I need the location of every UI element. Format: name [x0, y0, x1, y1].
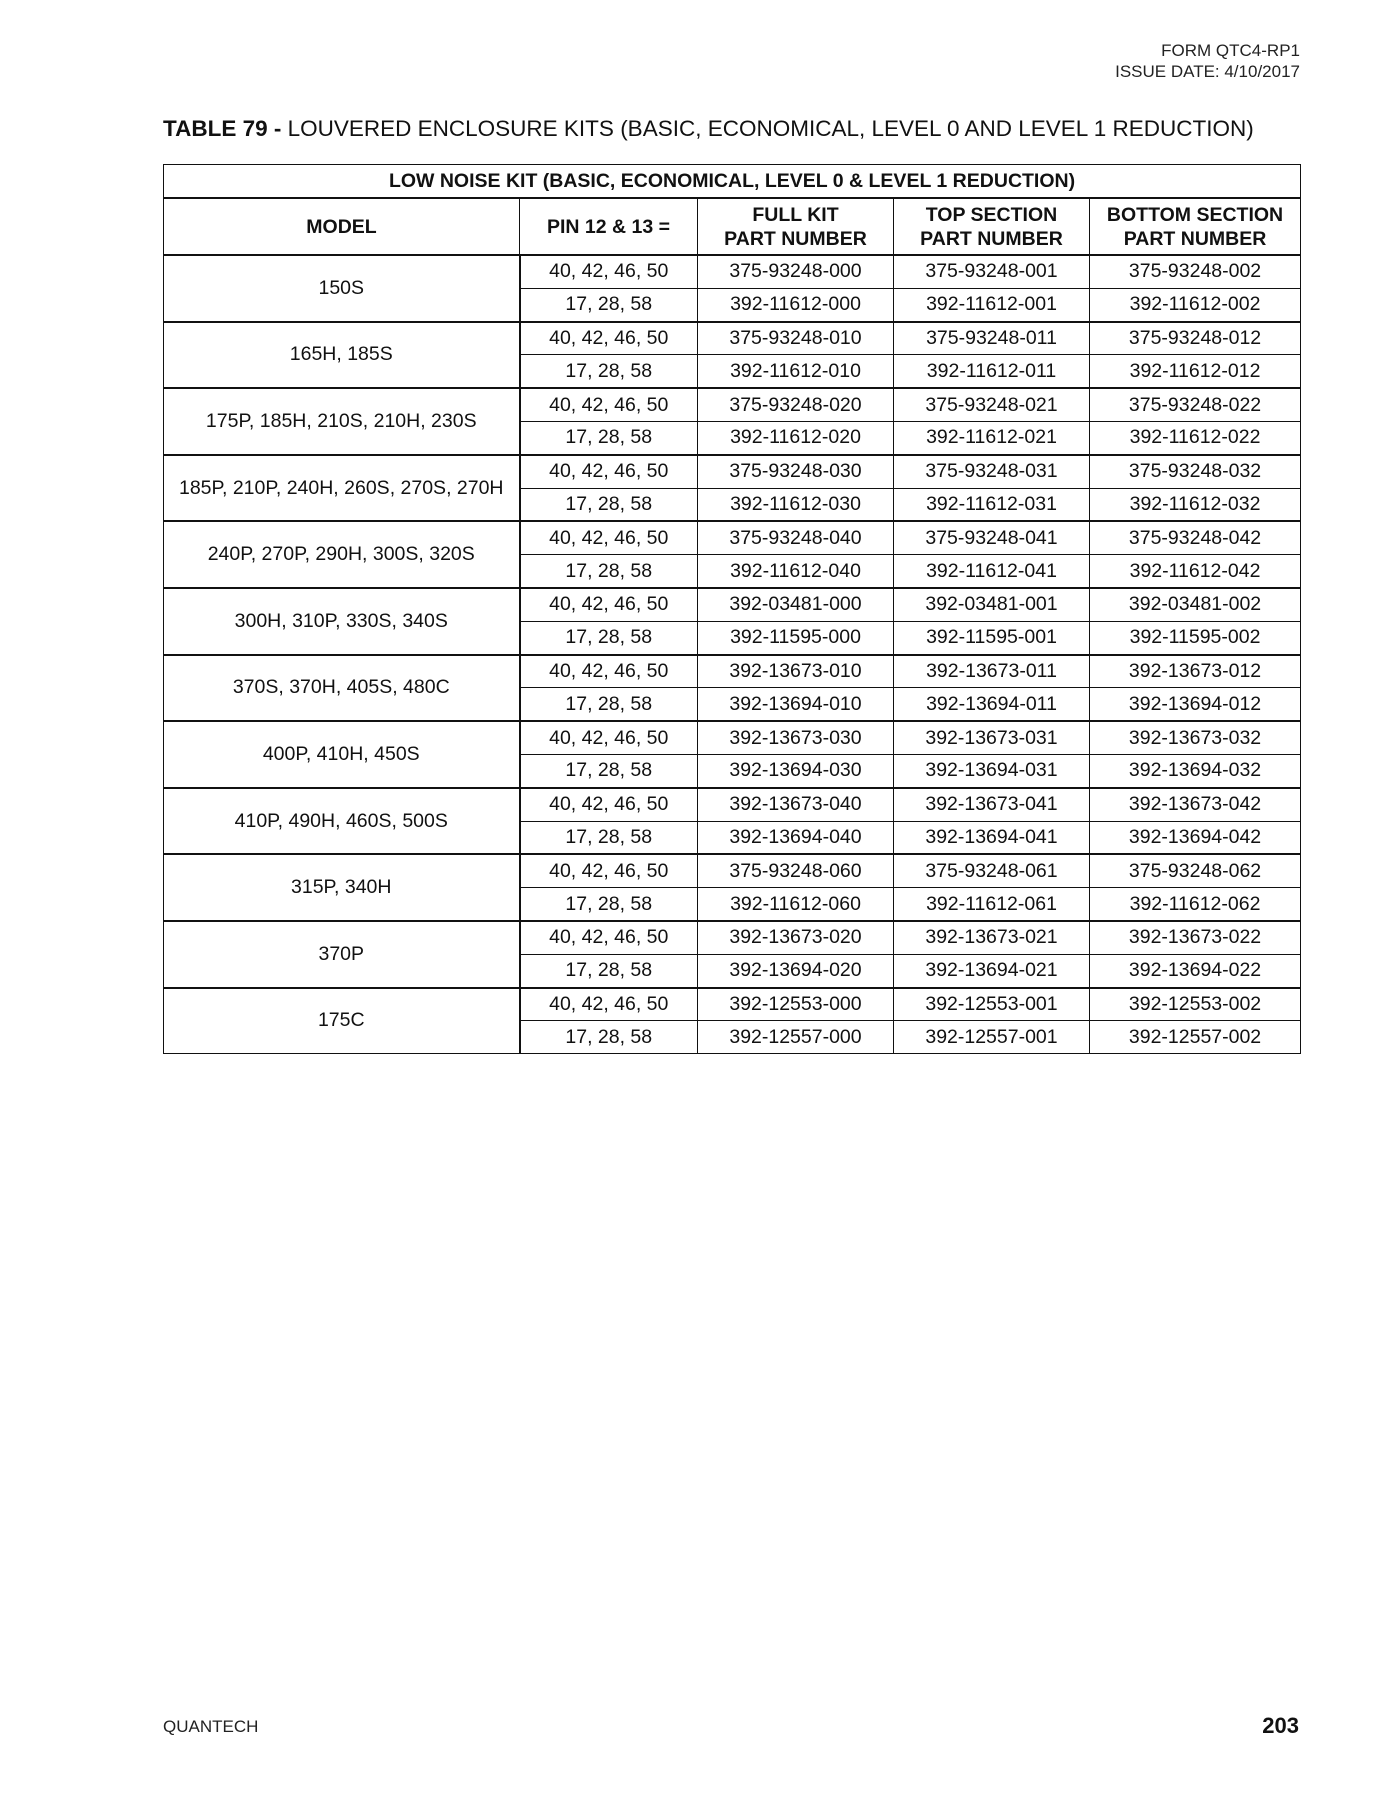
column-header-model: MODEL	[164, 198, 520, 255]
table-row	[164, 921, 1301, 954]
pin-cell: 17, 28, 58	[520, 288, 698, 321]
column-header-pin: PIN 12 & 13 =	[520, 198, 698, 255]
top-section-part-cell: 392-13673-031	[894, 721, 1090, 754]
top-section-part-cell: 392-13673-041	[894, 788, 1090, 821]
model-cell: 370P	[164, 921, 520, 988]
model-cell: 240P, 270P, 290H, 300S, 320S	[164, 521, 520, 588]
column-header-full-kit-line2: PART NUMBER	[724, 227, 867, 250]
table-row	[164, 588, 1301, 621]
bottom-section-part-cell: 392-03481-002	[1090, 588, 1301, 621]
top-section-part-cell: 392-11595-001	[894, 621, 1090, 654]
top-section-part-cell: 375-93248-001	[894, 255, 1090, 288]
top-section-part-cell: 375-93248-021	[894, 388, 1090, 421]
column-header-top-section	[894, 198, 1090, 255]
full-kit-part-cell: 392-11612-000	[698, 288, 894, 321]
model-cell: 370S, 370H, 405S, 480C	[164, 655, 520, 722]
top-section-part-cell: 392-13673-011	[894, 655, 1090, 688]
pin-cell: 40, 42, 46, 50	[520, 854, 698, 887]
top-section-part-cell: 392-11612-031	[894, 488, 1090, 521]
bottom-section-part-cell: 375-93248-032	[1090, 455, 1301, 488]
top-section-part-cell: 392-11612-021	[894, 421, 1090, 454]
full-kit-part-cell: 392-13673-010	[698, 655, 894, 688]
pin-cell: 40, 42, 46, 50	[520, 588, 698, 621]
full-kit-part-cell: 392-13673-030	[698, 721, 894, 754]
pin-cell: 17, 28, 58	[520, 621, 698, 654]
louvered-enclosure-kits-table	[163, 164, 1301, 1054]
bottom-section-part-cell: 392-11612-032	[1090, 488, 1301, 521]
bottom-section-part-cell: 392-13673-042	[1090, 788, 1301, 821]
pin-cell: 17, 28, 58	[520, 754, 698, 787]
bottom-section-part-cell: 375-93248-022	[1090, 388, 1301, 421]
bottom-section-part-cell: 375-93248-012	[1090, 322, 1301, 355]
column-header-top-section-line1: TOP SECTION	[925, 203, 1058, 226]
table-row	[164, 721, 1301, 754]
pin-cell: 40, 42, 46, 50	[520, 455, 698, 488]
full-kit-part-cell: 375-93248-030	[698, 455, 894, 488]
full-kit-part-cell: 375-93248-020	[698, 388, 894, 421]
full-kit-part-cell: 392-12557-000	[698, 1021, 894, 1054]
model-cell: 175P, 185H, 210S, 210H, 230S	[164, 388, 520, 455]
top-section-part-cell: 392-12553-001	[894, 988, 1090, 1021]
top-section-part-cell: 392-12557-001	[894, 1021, 1090, 1054]
table-band-row	[164, 165, 1301, 199]
pin-cell: 17, 28, 58	[520, 355, 698, 388]
pin-cell: 17, 28, 58	[520, 821, 698, 854]
full-kit-part-cell: 392-13673-020	[698, 921, 894, 954]
table-row	[164, 322, 1301, 355]
full-kit-part-cell: 392-11612-030	[698, 488, 894, 521]
table-row	[164, 455, 1301, 488]
table-title-text: LOUVERED ENCLOSURE KITS (BASIC, ECONOMICAL, LEVEL 0 AND LEVEL 1 REDUCTION)	[281, 116, 1254, 141]
form-header	[1115, 40, 1300, 82]
column-header-top-section-line2: PART NUMBER	[920, 227, 1063, 250]
full-kit-part-cell: 375-93248-000	[698, 255, 894, 288]
top-section-part-cell: 392-11612-001	[894, 288, 1090, 321]
issue-date: ISSUE DATE: 4/10/2017	[1115, 62, 1300, 81]
top-section-part-cell: 392-13694-011	[894, 688, 1090, 721]
bottom-section-part-cell: 375-93248-062	[1090, 854, 1301, 887]
column-header-full-kit	[698, 198, 894, 255]
full-kit-part-cell: 392-13694-040	[698, 821, 894, 854]
bottom-section-part-cell: 392-13694-042	[1090, 821, 1301, 854]
pin-cell: 17, 28, 58	[520, 555, 698, 588]
column-header-bottom-section-line2: PART NUMBER	[1123, 227, 1267, 250]
column-header-bottom-section	[1090, 198, 1301, 255]
table-row	[164, 655, 1301, 688]
bottom-section-part-cell: 392-13673-012	[1090, 655, 1301, 688]
pin-cell: 40, 42, 46, 50	[520, 788, 698, 821]
bottom-section-part-cell: 392-11612-002	[1090, 288, 1301, 321]
bottom-section-part-cell: 392-13673-032	[1090, 721, 1301, 754]
top-section-part-cell: 392-13673-021	[894, 921, 1090, 954]
full-kit-part-cell: 392-03481-000	[698, 588, 894, 621]
top-section-part-cell: 375-93248-011	[894, 322, 1090, 355]
top-section-part-cell: 392-03481-001	[894, 588, 1090, 621]
pin-cell: 40, 42, 46, 50	[520, 921, 698, 954]
form-number: FORM QTC4-RP1	[1161, 41, 1300, 60]
bottom-section-part-cell: 392-12557-002	[1090, 1021, 1301, 1054]
full-kit-part-cell: 375-93248-010	[698, 322, 894, 355]
full-kit-part-cell: 392-13673-040	[698, 788, 894, 821]
column-header-bottom-section-line1: BOTTOM SECTION	[1106, 203, 1284, 226]
model-cell: 165H, 185S	[164, 322, 520, 389]
bottom-section-part-cell: 392-11595-002	[1090, 621, 1301, 654]
table-row	[164, 788, 1301, 821]
pin-cell: 17, 28, 58	[520, 488, 698, 521]
footer-brand: QUANTECH	[163, 1717, 259, 1736]
band-header: LOW NOISE KIT (BASIC, ECONOMICAL, LEVEL 0 & LEVEL 1 REDUCTION)	[164, 165, 1301, 199]
pin-cell: 17, 28, 58	[520, 888, 698, 921]
model-cell: 300H, 310P, 330S, 340S	[164, 588, 520, 655]
table-row	[164, 388, 1301, 421]
table-row	[164, 854, 1301, 887]
top-section-part-cell: 392-11612-061	[894, 888, 1090, 921]
full-kit-part-cell: 375-93248-060	[698, 854, 894, 887]
bottom-section-part-cell: 392-12553-002	[1090, 988, 1301, 1021]
model-cell: 315P, 340H	[164, 854, 520, 921]
top-section-part-cell: 392-13694-031	[894, 754, 1090, 787]
pin-cell: 40, 42, 46, 50	[520, 255, 698, 288]
full-kit-part-cell: 392-13694-030	[698, 754, 894, 787]
bottom-section-part-cell: 392-11612-022	[1090, 421, 1301, 454]
bottom-section-part-cell: 375-93248-002	[1090, 255, 1301, 288]
full-kit-part-cell: 392-11595-000	[698, 621, 894, 654]
pin-cell: 17, 28, 58	[520, 421, 698, 454]
full-kit-part-cell: 392-11612-040	[698, 555, 894, 588]
bottom-section-part-cell: 392-11612-042	[1090, 555, 1301, 588]
column-header-full-kit-line1: FULL KIT	[752, 203, 839, 226]
table-row	[164, 988, 1301, 1021]
pin-cell: 40, 42, 46, 50	[520, 521, 698, 554]
bottom-section-part-cell: 392-11612-012	[1090, 355, 1301, 388]
full-kit-part-cell: 375-93248-040	[698, 521, 894, 554]
pin-cell: 40, 42, 46, 50	[520, 988, 698, 1021]
column-header-row	[164, 198, 1301, 255]
top-section-part-cell: 375-93248-031	[894, 455, 1090, 488]
pin-cell: 40, 42, 46, 50	[520, 322, 698, 355]
table-row	[164, 255, 1301, 288]
full-kit-part-cell: 392-13694-020	[698, 954, 894, 987]
bottom-section-part-cell: 392-13694-012	[1090, 688, 1301, 721]
table-row	[164, 521, 1301, 554]
pin-cell: 40, 42, 46, 50	[520, 388, 698, 421]
bottom-section-part-cell: 392-13673-022	[1090, 921, 1301, 954]
model-cell: 185P, 210P, 240H, 260S, 270S, 270H	[164, 455, 520, 522]
model-cell: 150S	[164, 255, 520, 322]
top-section-part-cell: 392-11612-011	[894, 355, 1090, 388]
pin-cell: 40, 42, 46, 50	[520, 655, 698, 688]
table-title-prefix: TABLE 79 -	[163, 116, 282, 141]
full-kit-part-cell: 392-11612-020	[698, 421, 894, 454]
pin-cell: 17, 28, 58	[520, 688, 698, 721]
model-cell: 175C	[164, 988, 520, 1054]
pin-cell: 40, 42, 46, 50	[520, 721, 698, 754]
top-section-part-cell: 392-13694-041	[894, 821, 1090, 854]
bottom-section-part-cell: 392-13694-032	[1090, 754, 1301, 787]
table-title	[163, 116, 1254, 142]
page-number: 203	[1262, 1713, 1299, 1738]
full-kit-part-cell: 392-13694-010	[698, 688, 894, 721]
full-kit-part-cell: 392-12553-000	[698, 988, 894, 1021]
pin-cell: 17, 28, 58	[520, 1021, 698, 1054]
pin-cell: 17, 28, 58	[520, 954, 698, 987]
bottom-section-part-cell: 392-11612-062	[1090, 888, 1301, 921]
model-cell: 400P, 410H, 450S	[164, 721, 520, 788]
top-section-part-cell: 392-11612-041	[894, 555, 1090, 588]
model-cell: 410P, 490H, 460S, 500S	[164, 788, 520, 855]
bottom-section-part-cell: 392-13694-022	[1090, 954, 1301, 987]
top-section-part-cell: 375-93248-061	[894, 854, 1090, 887]
bottom-section-part-cell: 375-93248-042	[1090, 521, 1301, 554]
top-section-part-cell: 392-13694-021	[894, 954, 1090, 987]
full-kit-part-cell: 392-11612-060	[698, 888, 894, 921]
full-kit-part-cell: 392-11612-010	[698, 355, 894, 388]
top-section-part-cell: 375-93248-041	[894, 521, 1090, 554]
